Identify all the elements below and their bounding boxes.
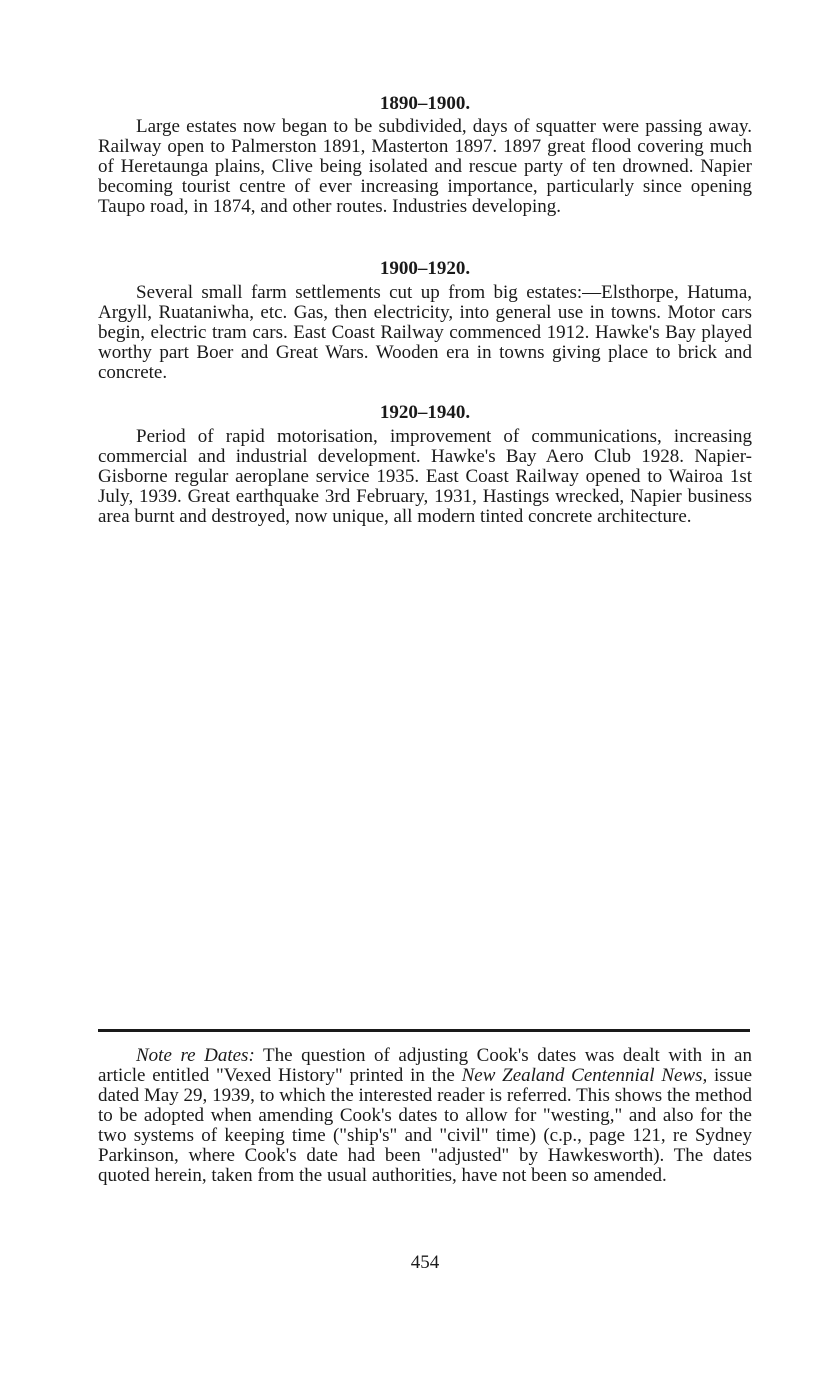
footnote-note-re-dates (98, 1046, 752, 1186)
footnote-text-part2: issue dated May 29, 1939, to which the interested reader is referred. This shows the method to be adopted when amending Cook's dates to allow for "westing," and also for the two systems of keeping time ("ship's" and "civil" time) (c.p., page 121, re Sydney Parkinson, where Cook's date had been "adjusted" by Hawkesworth). The dates quoted herein, taken from the usual authorities, have not been so amended. (98, 1065, 753, 1186)
section-paragraph-1900-1920: Several small farm settlements cut up from big estates:—Elsthorpe, Hatuma, Argyll, Ruataniwha, etc. Gas, then electricity, into general use in towns. Motor cars begin, electric tram cars. East Coast Railway commenced 1912. Hawke's Bay played worthy part Boer and Great Wars. Wooden era in towns giving place to brick and concrete. (98, 282, 752, 383)
section-paragraph-1890-1900: Large estates now began to be subdivided, days of squatter were passing away. Railway open to Palmerston 1891, Masterton 1897. 1897 great flood covering much of Heretaunga plains, Clive being isolated and rescue party of ten drowned. Napier becoming tourist centre of ever increasing importance, particularly since opening Taupo road, in 1874, and other routes. Industries developing. (98, 116, 752, 217)
footnote-publication-title: New Zealand Centennial News, (461, 1065, 708, 1086)
section-heading-1890-1900: 1890–1900. (379, 93, 471, 114)
footnote-label: Note re Dates: (136, 1045, 255, 1066)
section-paragraph-1920-1940: Period of rapid motorisation, improvement of communications, increasing commercial and industrial development. Hawke's Bay Aero Club 1928. Napier-Gisborne regular aeroplane service 1935. East Coast Railway opened to Wairoa 1st July, 1939. Great earthquake 3rd February, 1931, Hastings wrecked, Napier business area burnt and destroyed, now unique, all modern tinted concrete architecture. (98, 426, 752, 527)
footnote-text-part1: The question of adjusting Cook's dates was dealt with in an article entitled "Vexed History" printed in the (98, 1045, 752, 1086)
section-heading-1900-1920: 1900–1920. (379, 258, 471, 279)
footnote-divider (98, 1029, 750, 1032)
page-number: 454 (410, 1252, 440, 1273)
section-heading-1920-1940: 1920–1940. (379, 402, 471, 423)
